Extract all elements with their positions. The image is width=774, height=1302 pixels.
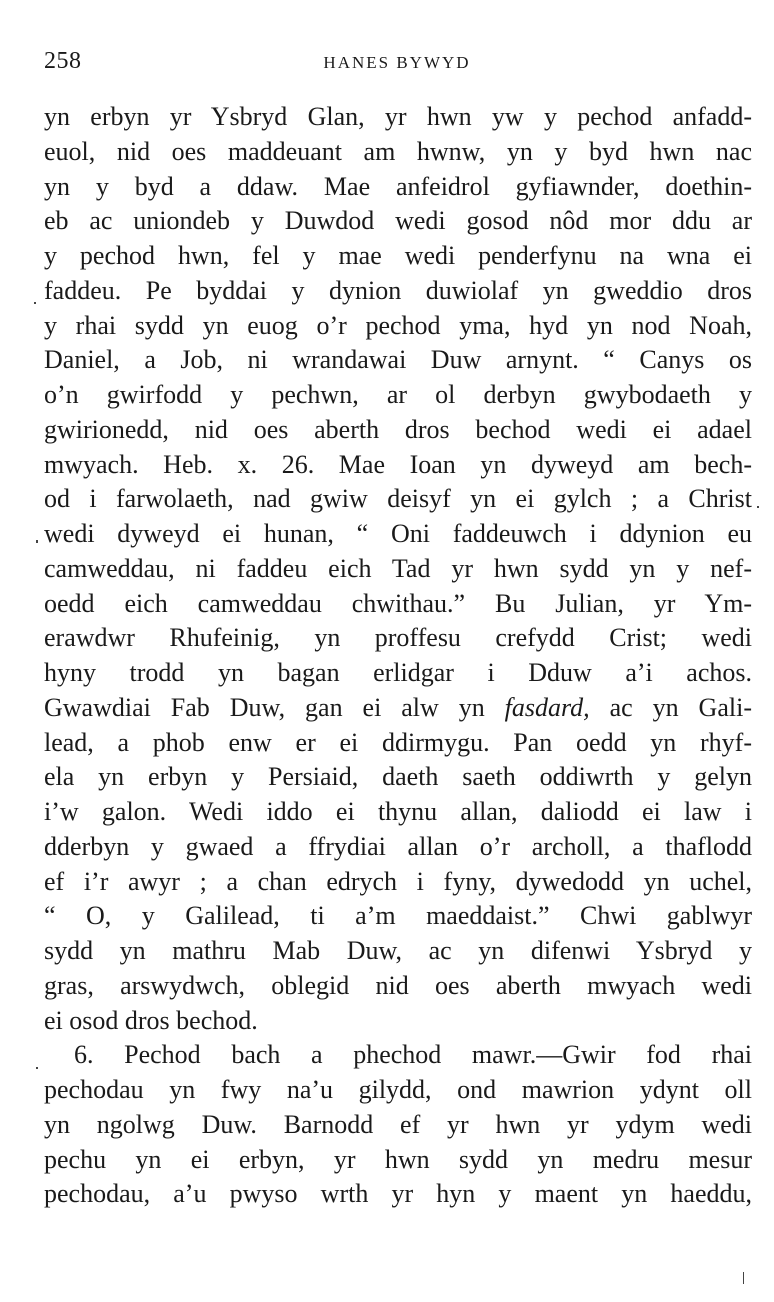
text-line: wedi dyweyd ei hunan, “ Oni faddeuwch i ddynion eu [44,519,752,548]
text-line: camweddau, ni faddeu eich Tad yr hwn sydd yn y nef- [44,553,752,583]
running-title: HANES BYWYD [323,53,471,72]
paper-speck [743,1272,744,1284]
text-line: euol, nid oes maddeuant am hwnw, yn y byd hwn nac [44,136,752,166]
text-line: ela yn erbyn y Persiaid, daeth saeth oddiwrth y gelyn [44,762,752,792]
text-line: y rhai sydd yn euog o’r pechod yma, hyd yn nod Noah, [44,310,752,340]
text-line: pechodau yn fwy na’u gilydd, ond mawrion ydynt oll [44,1075,752,1104]
text-line: od i farwolaeth, nad gwiw deisyf yn ei gylch ; a Christ [44,484,752,514]
text-line: mwyach. Heb. x. 26. Mae Ioan yn dyweyd am bech- [44,449,752,479]
text-line: erawdwr Rhufeinig, yn proffesu crefydd Crist; wedi [44,623,752,653]
paper-speck [36,1067,38,1069]
text-line: yn ngolwg Duw. Barnodd ef yr hwn yr ydym wedi [44,1109,752,1139]
text-segment: ac yn Gali- [589,692,752,722]
paper-speck [36,540,38,543]
text-line: sydd yn mathru Mab Duw, ac yn difenwi Ysbryd y [44,936,752,965]
text-line: lead, a phob enw er ei ddirmygu. Pan oedd yn rhyf- [44,727,752,757]
text-segment: Gwawdiai Fab Duw, gan ei alw yn [44,692,505,722]
text-line: Daniel, a Job, ni wrandawai Duw arnynt. “ Canys os [44,345,752,375]
text-line: oedd eich camweddau chwithau.” Bu Julian, yr Ym- [44,588,752,618]
paper-speck [34,302,36,304]
paper-speck [757,506,759,508]
text-line: pechu yn ei erbyn, yr hwn sydd yn medru mesur [44,1144,752,1174]
text-line: “ O, y Galilead, ti a’m maeddaist.” Chwi gablwyr [44,901,752,931]
text-line: pechodau, a’u pwyso wrth yr hyn y maent yn haeddu, [44,1179,752,1209]
section-heading-line: 6. Pechod bach a phechod mawr.—Gwir fod rhai [74,1040,752,1070]
text-line-with-italic [44,691,752,726]
italic-word: fasdard, [504,692,590,722]
text-line: yn y byd a ddaw. Mae anfeidrol gyfiawnder, doethin- [44,171,752,201]
text-line: eb ac uniondeb y Duwdod wedi gosod nôd mor ddu ar [44,206,752,236]
text-line: faddeu. Pe byddai y dynion duwiolaf yn gweddio dros [44,275,752,305]
page-number: 258 [44,48,82,74]
text-line: i’w galon. Wedi iddo ei thynu allan, daliodd ei law i [44,797,752,826]
running-head [44,44,750,84]
text-line: o’n gwirfodd y pechwn, ar ol derbyn gwybodaeth y [44,380,752,409]
text-line: yn erbyn yr Ysbryd Glan, yr hwn yw y pechod anfadd- [44,102,752,131]
text-line: hyny trodd yn bagan erlidgar i Dduw a’i achos. [44,658,752,687]
body-text [44,100,752,1212]
text-line: gras, arswydwch, oblegid nid oes aberth mwyach wedi [44,970,752,1000]
text-line: y pechod hwn, fel y mae wedi penderfynu na wna ei [44,241,752,270]
text-line: dderbyn y gwaed a ffrydiai allan o’r archoll, a thaflodd [44,831,752,861]
paragraph-end-line: ei osod dros bechod. [44,1005,258,1035]
text-line: ef i’r awyr ; a chan edrych i fyny, dywedodd yn uchel, [44,866,752,896]
text-line: gwirionedd, nid oes aberth dros bechod wedi ei adael [44,414,752,444]
